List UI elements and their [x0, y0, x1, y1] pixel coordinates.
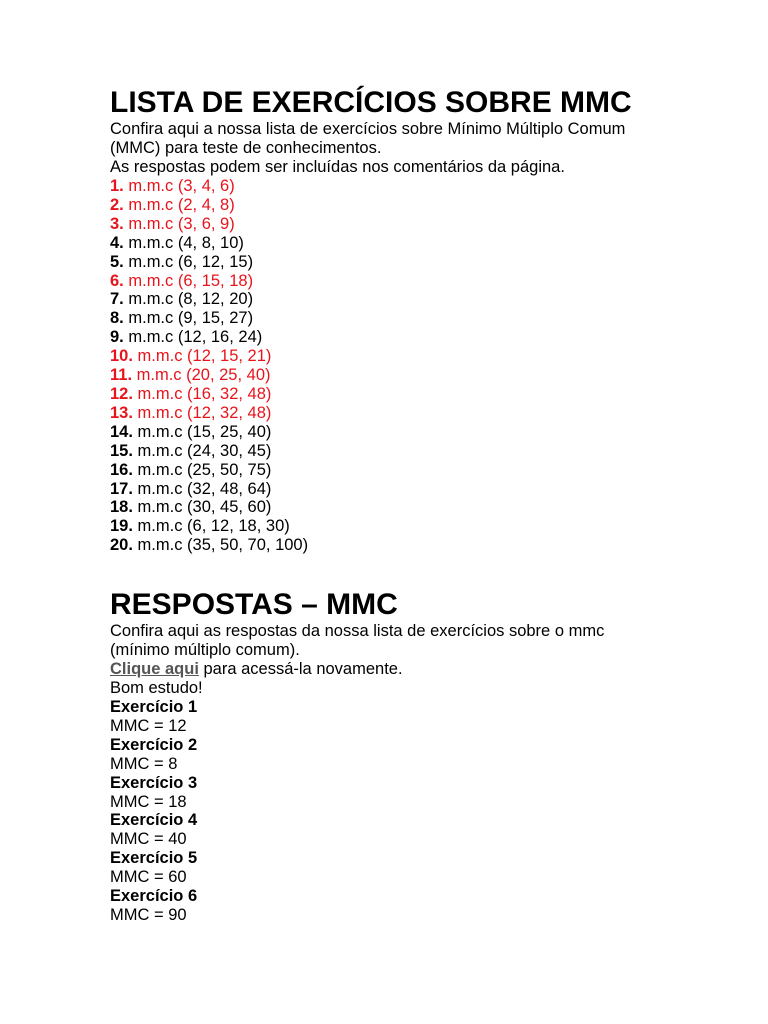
exercise-text: m.m.c (12, 32, 48) [137, 403, 272, 422]
exercise-text: m.m.c (32, 48, 64) [137, 479, 272, 498]
exercise-number: 7. [110, 290, 124, 309]
exercise-number: 20. [110, 536, 133, 555]
exercise-text: m.m.c (3, 4, 6) [128, 177, 235, 195]
answers-list [110, 698, 730, 925]
exercise-item [110, 366, 730, 385]
exercise-number: 9. [110, 328, 124, 347]
exercise-item [110, 272, 730, 291]
exercise-number: 15. [110, 441, 133, 460]
exercise-text: m.m.c (3, 6, 9) [128, 214, 235, 233]
link-suffix: para acessá-la novamente. [198, 660, 403, 678]
exercise-number: 16. [110, 460, 133, 479]
exercise-text: m.m.c (4, 8, 10) [128, 233, 244, 252]
exercise-text: m.m.c (12, 15, 21) [137, 347, 272, 366]
exercise-number: 10. [110, 347, 133, 366]
exercise-item [110, 177, 730, 196]
exercise-text: m.m.c (15, 25, 40) [137, 422, 272, 441]
exercise-number: 6. [110, 271, 124, 290]
exercise-number: 2. [110, 195, 124, 214]
clique-aqui-link[interactable]: Clique aqui [110, 660, 199, 678]
exercise-item [110, 480, 730, 499]
exercise-item [110, 385, 730, 404]
exercise-text: m.m.c (16, 32, 48) [137, 384, 272, 403]
exercise-text: m.m.c (2, 4, 8) [128, 195, 235, 214]
exercise-number: 19. [110, 517, 133, 536]
exercise-number: 3. [110, 214, 124, 233]
exercise-text: m.m.c (30, 45, 60) [137, 498, 272, 517]
answer-value: MMC = 18 [110, 792, 187, 811]
exercise-item [110, 196, 730, 215]
exercise-item [110, 423, 730, 442]
intro-line-2: (MMC) para teste de conhecimentos. [110, 139, 382, 157]
answer-value: MMC = 8 [110, 754, 178, 773]
exercise-text: m.m.c (25, 50, 75) [137, 460, 272, 479]
exercise-item [110, 215, 730, 234]
answer-label: Exercício 6 [110, 887, 198, 906]
exercise-number: 12. [110, 384, 133, 403]
exercise-number: 11. [110, 366, 133, 385]
exercise-number: 8. [110, 309, 124, 328]
answer-label: Exercício 1 [110, 698, 198, 716]
exercise-text: m.m.c (6, 12, 15) [128, 252, 254, 271]
exercise-item [110, 328, 730, 347]
exercise-item [110, 309, 730, 328]
exercise-item [110, 404, 730, 423]
answers-intro-line-1: Confira aqui as respostas da nossa lista de exercícios sobre o mmc [110, 622, 605, 640]
answer-label: Exercício 2 [110, 735, 198, 754]
exercise-number: 17. [110, 479, 133, 498]
link-line [110, 660, 730, 679]
exercise-number: 14. [110, 422, 133, 441]
exercise-item [110, 517, 730, 536]
exercise-item [110, 234, 730, 253]
answer-value: MMC = 60 [110, 868, 187, 887]
exercise-item [110, 290, 730, 309]
answers-section [110, 622, 730, 925]
exercise-item [110, 461, 730, 480]
answers-intro-line-2: (mínimo múltiplo comum). [110, 641, 300, 659]
exercise-item [110, 347, 730, 366]
exercise-number: 18. [110, 498, 133, 517]
exercise-text: m.m.c (6, 15, 18) [128, 271, 254, 290]
greeting: Bom estudo! [110, 679, 203, 697]
exercise-text: m.m.c (35, 50, 70, 100) [137, 536, 309, 555]
answer-value: MMC = 40 [110, 830, 187, 849]
exercise-text: m.m.c (9, 15, 27) [128, 309, 254, 328]
exercise-number: 13. [110, 403, 133, 422]
exercise-text: m.m.c (20, 25, 40) [136, 366, 271, 385]
exercise-text: m.m.c (24, 30, 45) [137, 441, 272, 460]
exercise-list-title: LISTA DE EXERCÍCIOS SOBRE MMC [110, 86, 632, 119]
answer-label: Exercício 4 [110, 811, 198, 830]
exercise-item [110, 498, 730, 517]
exercise-text: m.m.c (12, 16, 24) [128, 328, 263, 347]
exercise-item [110, 253, 730, 272]
intro-line-1: Confira aqui a nossa lista de exercícios sobre Mínimo Múltiplo Comum [110, 120, 626, 138]
answer-value: MMC = 12 [110, 716, 187, 735]
intro-line-3: As respostas podem ser incluídas nos comentários da página. [110, 158, 565, 176]
answer-label: Exercício 3 [110, 773, 198, 792]
exercise-list [110, 177, 730, 555]
exercise-number: 1. [110, 177, 124, 195]
exercise-item [110, 442, 730, 461]
exercise-item [110, 536, 730, 555]
exercise-list-section [110, 120, 730, 555]
answer-value: MMC = 90 [110, 905, 187, 924]
exercise-text: m.m.c (8, 12, 20) [128, 290, 254, 309]
exercise-text: m.m.c (6, 12, 18, 30) [137, 517, 290, 536]
answer-label: Exercício 5 [110, 849, 198, 868]
answers-title: RESPOSTAS – MMC [110, 588, 398, 621]
exercise-number: 5. [110, 252, 124, 271]
exercise-number: 4. [110, 233, 124, 252]
